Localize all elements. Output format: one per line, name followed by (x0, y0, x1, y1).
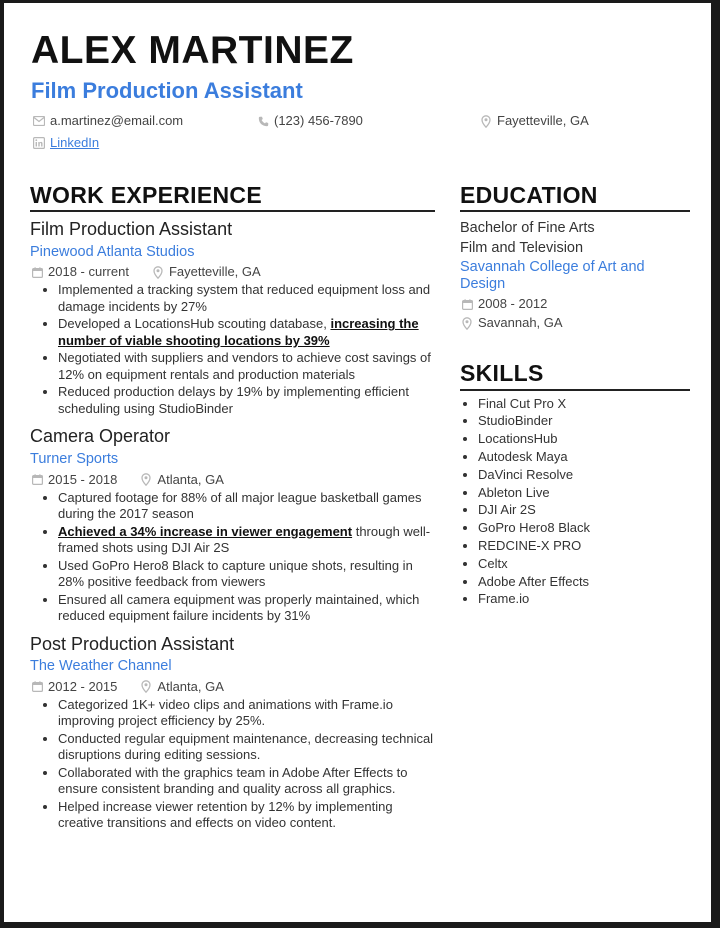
job-bullet (58, 316, 435, 349)
job-bullet (58, 765, 435, 798)
job-dates: 2012 - 2015 (48, 678, 118, 694)
job-location-text: Fayetteville, GA (168, 264, 261, 280)
education-school: Savannah College of Art and Design (460, 259, 645, 293)
left-column (30, 183, 435, 840)
job-bullets (30, 697, 435, 832)
resume-page (4, 3, 711, 922)
bullet-text: Developed a LocationsHub scouting database, (58, 316, 331, 332)
work-experience-heading: WORK EXPERIENCE (30, 183, 435, 212)
skill-item: • Celtx (478, 555, 690, 573)
job-dates: 2015 - 2018 (48, 471, 118, 487)
location-text: Fayetteville, GA (497, 113, 589, 128)
job-bullet (58, 731, 435, 764)
bullet-text: Ensured all camera equipment was properly maintained, which reduced equipment failure incidents by 31% (58, 591, 420, 624)
email-text: a.martinez@email.com (50, 113, 184, 128)
linkedin-icon (32, 137, 46, 149)
skill-item: • LocationsHub (478, 430, 690, 448)
job-entry (30, 220, 435, 417)
phone-text: (123) 456-7890 (274, 113, 363, 128)
job-bullet (58, 490, 435, 523)
job-location (139, 472, 223, 488)
job-role: Camera Operator (30, 426, 171, 447)
phone-icon (256, 116, 270, 127)
job-bullet (58, 282, 435, 315)
job-meta (30, 679, 435, 695)
job-bullets (30, 490, 435, 625)
linkedin-link[interactable]: LinkedIn (50, 135, 100, 150)
job-entry (30, 427, 435, 624)
education-location-text: Savannah, GA (478, 315, 563, 331)
candidate-title: Film Production Assistant (31, 78, 303, 103)
skill-item: • Autodesk Maya (478, 448, 690, 466)
job-role: Film Production Assistant (30, 219, 233, 240)
job-bullet (58, 558, 435, 591)
education-degree: Bachelor of Fine Arts (460, 220, 595, 237)
bullet-text: Helped increase viewer retention by 12% by implementing creative transitions and effects on video content. (58, 798, 393, 831)
skill-item: • DJI Air 2S (478, 501, 690, 519)
job-meta (30, 472, 435, 488)
bullet-text: Conducted regular equipment maintenance, decreasing technical disruptions during editing sessions. (58, 730, 434, 763)
job-bullet (58, 592, 435, 625)
skill-item: • Frame.io (478, 590, 690, 608)
education-heading: EDUCATION (460, 183, 690, 212)
bullet-highlight: Achieved a 34% increase in viewer engagement (58, 523, 353, 539)
skill-item: • DaVinci Resolve (478, 466, 690, 484)
calendar-icon (30, 474, 44, 485)
bullet-text: Implemented a tracking system that reduced equipment loss and damage incidents by 27% (58, 282, 431, 314)
location-pin-icon (139, 473, 153, 486)
job-meta (30, 264, 435, 280)
bullet-highlight: increasing the number of viable shooting locations by 39% (58, 316, 419, 348)
job-bullet (58, 697, 435, 730)
job-dates: 2018 - current (48, 264, 129, 280)
location-pin-icon (479, 115, 493, 128)
job-location (139, 679, 223, 695)
contact-phone[interactable] (256, 113, 363, 129)
bullet-text: Used GoPro Hero8 Black to capture unique shots, resulting in 28% positive feedback from viewers (58, 557, 413, 590)
job-company: Turner Sports (30, 451, 119, 468)
education-location (460, 315, 690, 331)
calendar-icon (460, 299, 474, 310)
job-company: The Weather Channel (30, 658, 172, 675)
skills-heading: SKILLS (460, 361, 690, 390)
skill-item: • GoPro Hero8 Black (478, 519, 690, 537)
location-pin-icon (139, 680, 153, 693)
bullet-text: Captured footage for 88% of all major league basketball games during the 2017 season (58, 489, 422, 522)
bullet-text-tail: through well-framed shots using DJI Air 2S (58, 523, 431, 556)
bullet-text: Negotiated with suppliers and vendors to achieve cost savings of 12% on equipment rentals and production materials (58, 350, 431, 382)
job-location-text: Atlanta, GA (157, 471, 224, 487)
job-bullet (58, 350, 435, 383)
job-role: Post Production Assistant (30, 633, 235, 654)
right-column (460, 183, 690, 608)
bullet-text: Reduced production delays by 19% by implementing efficient scheduling using StudioBinder (58, 384, 409, 416)
job-bullets (30, 282, 435, 417)
education-dates-text: 2008 - 2012 (478, 296, 548, 312)
location-pin-icon (460, 317, 474, 330)
job-entry (30, 635, 435, 832)
calendar-icon (30, 681, 44, 692)
job-bullet (58, 384, 435, 417)
education-field: Film and Television (460, 240, 584, 257)
job-bullet (58, 524, 435, 557)
jobs-list (30, 220, 435, 832)
email-icon (32, 116, 46, 126)
contact-linkedin[interactable] (32, 135, 99, 151)
skill-item: • Ableton Live (478, 484, 690, 502)
job-location-text: Atlanta, GA (157, 678, 224, 694)
candidate-name: ALEX MARTINEZ (31, 29, 354, 72)
job-company: Pinewood Atlanta Studios (30, 244, 195, 261)
skill-item: • Adobe After Effects (478, 573, 690, 591)
skill-item: • REDCINE-X PRO (478, 537, 690, 555)
contact-email[interactable] (32, 113, 183, 129)
calendar-icon (30, 267, 44, 278)
contact-location (479, 113, 589, 129)
bullet-text: Categorized 1K+ video clips and animations with Frame.io improving project efficiency by 25%. (58, 696, 393, 729)
bullet-text: Collaborated with the graphics team in Adobe After Effects to ensure consistent branding and quality across all graphics. (58, 764, 408, 797)
job-location (151, 264, 261, 280)
location-pin-icon (151, 266, 165, 279)
job-bullet (58, 799, 435, 832)
skill-item: • StudioBinder (478, 412, 690, 430)
education-dates (460, 296, 690, 312)
skills-list (460, 395, 690, 609)
skill-item: • Final Cut Pro X (478, 395, 690, 413)
